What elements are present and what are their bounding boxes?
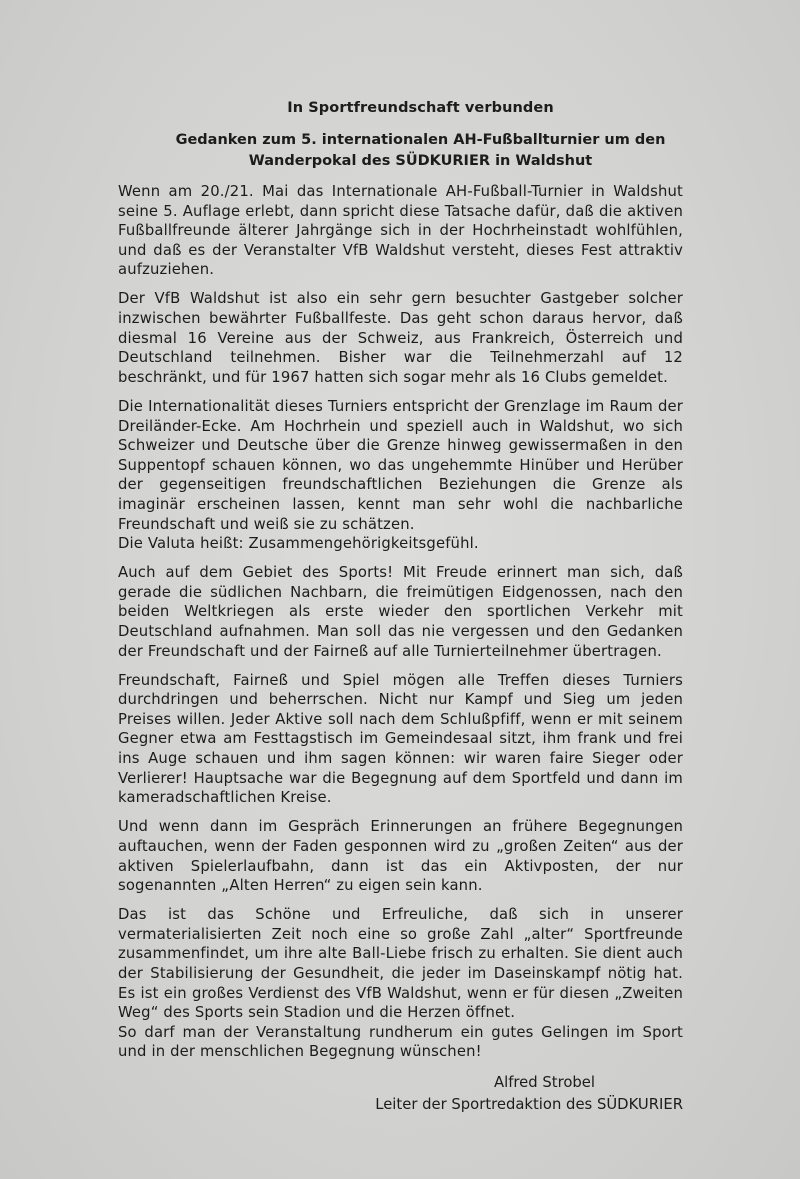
author-name: Alfred Strobel (493, 1073, 595, 1091)
signature-block (118, 1072, 683, 1116)
paragraph-valuta: Die Valuta heißt: Zusammengehörigkeitsgefühl. (118, 535, 479, 553)
author-role: Leiter der Sportredaktion des SÜDKURIER (375, 1095, 683, 1113)
paragraph-3: Die Internationalität dieses Turniers entspricht der Grenzlage im Raum der Dreiländer-Ecke. Am Hochrhein und speziell auch in Waldshut, wo sich Schweizer und Deutsche über die Grenze hinweg gewissermaßen in den Suppentopf schauen können, wo das ungehemmte Hinüber und Herüber der gegenseitigen freundschaftlichen Beziehungen die Grenze als imaginär erscheinen lassen, kennt man sehr wohl die nachbarliche Freundschaft und weiß sie zu schätzen. (118, 397, 683, 533)
subtitle-line-1: Gedanken zum 5. internationalen AH-Fußballturnier um den (175, 132, 666, 148)
paragraph-closing: So darf man der Veranstaltung rundherum ein gutes Gelingen im Sport und in der menschlichen Begegnung wünschen! (118, 1023, 683, 1061)
document-page (118, 100, 683, 1116)
paragraph-2: Der VfB Waldshut ist also ein sehr gern besuchter Gastgeber solcher inzwischen bewährter Fußballfeste. Das geht schon daraus hervor, daß diesmal 16 Vereine aus der Schweiz, aus Frankreich, Österreich und Deutschland teilnehmen. Bisher war die Teilnehmerzahl auf 12 beschränkt, und für 1967 hatten sich sogar mehr als 16 Clubs gemeldet. (118, 290, 683, 386)
paragraph-1: Wenn am 20./21. Mai das Internationale AH-Fußball-Turnier in Waldshut seine 5. Auflage erlebt, dann spricht diese Tatsache dafür, daß die aktiven Fußballfreunde älterer Jahrgänge sich in der Hochrheinstadt wohlfühlen, und daß es der Veranstalter VfB Waldshut versteht, dieses Fest attraktiv aufzuziehen. (118, 183, 683, 279)
paragraph-7: Und wenn dann im Gespräch Erinnerungen an frühere Begegnungen auftauchen, wenn der Faden gesponnen wird zu „großen Zeiten“ aus der aktiven Spielerlaufbahn, dann ist das ein Aktivposten, der nur sogenannten „Alten Herren“ zu eigen sein kann. (118, 818, 683, 895)
subtitle-line-2: Wanderpokal des SÜDKURIER in Waldshut (248, 153, 593, 169)
paragraph-8: Das ist das Schöne und Erfreuliche, daß sich in unserer vermaterialisierten Zeit noch eine so große Zahl „alter“ Sportfreunde zusammenfindet, um ihre alte Ball-Liebe frisch zu erhalten. Sie dient auch der Stabilisierung der Gesundheit, die jeder im Daseinskampf nötig hat. Es ist ein großes Verdienst des VfB Waldshut, wenn er für diesen „Zweiten Weg“ des Sports sein Stadion und die Herzen öffnet. (118, 906, 683, 1022)
paragraph-5: Auch auf dem Gebiet des Sports! Mit Freude erinnert man sich, daß gerade die südlichen Nachbarn, die freimütigen Eidgenossen, nach den beiden Weltkriegen als erste wieder den sportlichen Verkehr mit Deutschland aufnahmen. Man soll das nie vergessen und den Gedanken der Freundschaft und der Fairneß auf alle Turnierteilnehmer übertragen. (118, 564, 683, 660)
article-subtitle (158, 130, 683, 172)
article-title: In Sportfreundschaft verbunden (287, 100, 554, 116)
paragraph-6: Freundschaft, Fairneß und Spiel mögen alle Treffen dieses Turniers durchdringen und beherrschen. Nicht nur Kampf und Sieg um jeden Preises willen. Jeder Aktive soll nach dem Schlußpfiff, wenn er mit seinem Gegner etwa am Festtagstisch im Gemeindesaal sitzt, ihm frank und frei ins Auge schauen und ihm sagen können: wir waren faire Sieger oder Verlierer! Hauptsache war die Begegnung auf dem Sportfeld und dann im kameradschaftlichen Kreise. (118, 671, 683, 807)
